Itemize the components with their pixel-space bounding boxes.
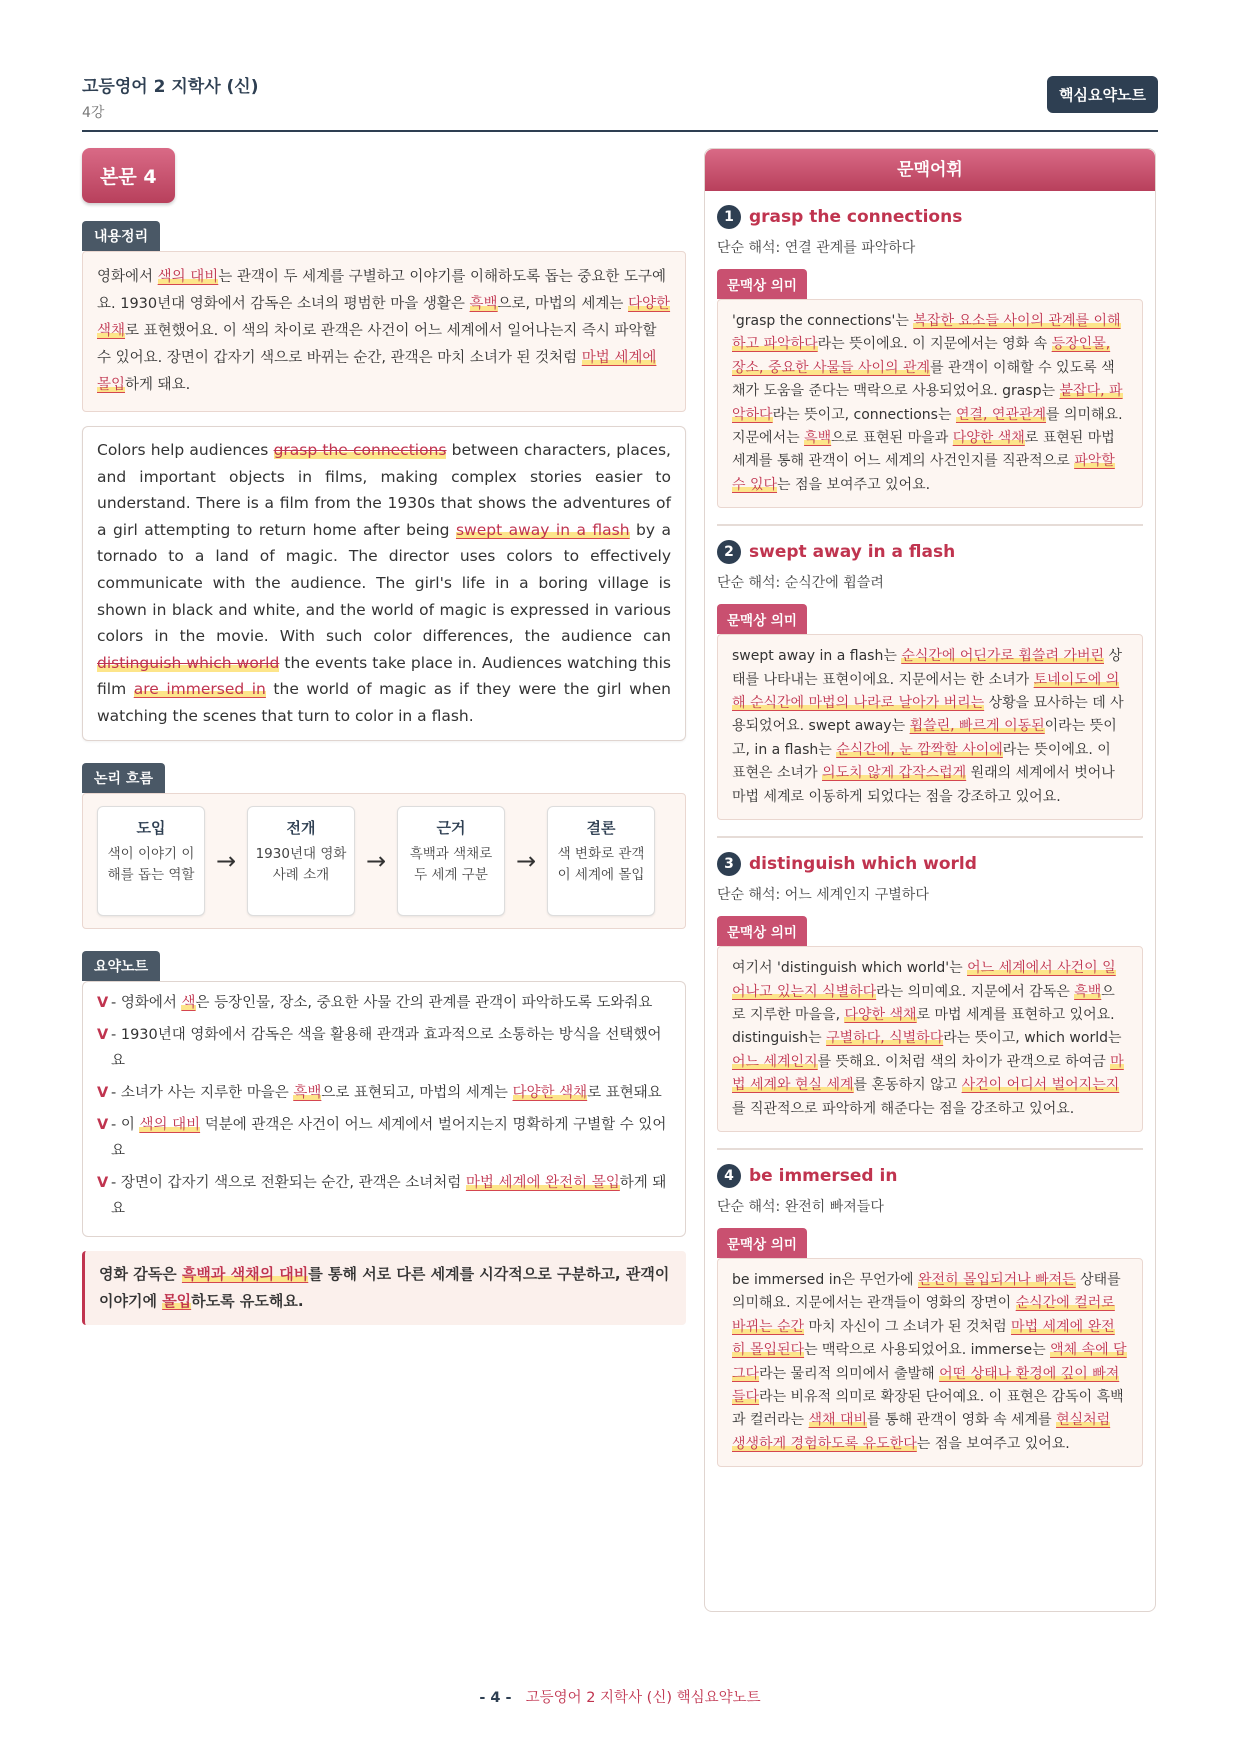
note-text (111, 1022, 671, 1074)
highlighted-term: 어느 세계에서 사건이 일어나고 있는지 식별하다 (732, 960, 1116, 1000)
note-item (97, 990, 671, 1016)
text-segment: 영화 감독은 (99, 1264, 182, 1283)
highlighted-term: 붙잡다, 파악하다 (732, 383, 1123, 423)
vocab-item (705, 1164, 1155, 1467)
vocab-heading (717, 852, 1143, 876)
highlighted-term: 다양한 색채 (97, 296, 671, 339)
highlighted-term: 순식간에 컬러로 바뀌는 순간 (732, 1295, 1115, 1335)
text-segment: 라는 뜻이고, connections는 (772, 406, 956, 423)
page-footer (0, 1686, 1240, 1707)
flow-step-intro (97, 806, 205, 916)
highlighted-term: 마법 세계에 완전히 몰입 (465, 1174, 620, 1191)
text-segment: 덕분에 관객은 사건이 어느 세계에서 벌어지는지 명확하게 구별할 수 있어요 (111, 1116, 667, 1159)
text-segment: 은 등장인물, 장소, 중요한 사물 간의 관계를 관객이 파악하도록 도와줘요 (195, 994, 653, 1011)
flow-step-desc: 1930년대 영화 사례 소개 (255, 845, 347, 883)
vocab-heading (717, 540, 1143, 564)
text-segment: 으로, 마법의 세계는 (497, 296, 629, 312)
notes-label: 요약노트 (82, 951, 160, 981)
left-column (82, 148, 686, 1325)
text-segment: Colors help audiences (97, 441, 274, 459)
vocab-simple-meaning (717, 237, 1143, 257)
note-text (111, 1112, 671, 1164)
simple-prefix: 단순 해석: (717, 240, 785, 256)
divider (717, 836, 1143, 838)
summary-label: 내용정리 (82, 221, 160, 251)
note-item (97, 1112, 671, 1164)
vocab-simple-meaning (717, 572, 1143, 592)
context-label: 문맥상 의미 (717, 604, 807, 634)
text-segment: 여기서 'distinguish which world'는 (732, 960, 968, 977)
highlighted-term: 파악할 수 있다 (732, 453, 1115, 493)
highlighted-term: 마법 세계에 완전히 몰입된다 (732, 1318, 1115, 1359)
text-segment: the world of magic as if they were the girl when watching the scenes that turn to color in a flash. (97, 680, 671, 725)
highlighted-term: 흑백 (469, 296, 498, 312)
text-segment: - 영화에서 (111, 994, 182, 1011)
context-label: 문맥상 의미 (717, 916, 807, 946)
highlighted-term: 마법 세계에 몰입 (97, 350, 657, 393)
text-segment: 마치 자신이 그 소녀가 된 것처럼 (804, 1318, 1012, 1335)
highlighted-term: 어느 세계인지 (732, 1053, 818, 1070)
highlighted-term: 몰입 (162, 1291, 192, 1310)
text-segment: 를 직관적으로 파악하게 해준다는 점을 강조하고 있어요. (732, 1100, 1075, 1117)
document-title: 고등영어 2 지학사 (신) (82, 77, 259, 97)
lesson-label: 4강 (82, 105, 105, 121)
highlighted-term: 마법 세계와 현실 세계 (732, 1053, 1124, 1094)
highlighted-term: 색 (181, 994, 196, 1011)
vocab-panel-title: 문맥어휘 (705, 149, 1155, 191)
text-segment: 라는 뜻이에요. 이 지문에서는 영화 속 (817, 336, 1052, 353)
text-segment: 는 점을 보여주고 있어요. (777, 476, 931, 493)
vocab-item (705, 852, 1155, 1150)
note-text (111, 1170, 671, 1222)
arrow-right-icon: → (365, 846, 387, 875)
highlighted-term: 액체 속에 담그다 (732, 1342, 1127, 1382)
highlighted-term: are immersed in (133, 680, 266, 699)
simple-prefix: 단순 해석: (717, 887, 785, 904)
highlighted-term: 색의 대비 (139, 1116, 201, 1133)
passage-text (82, 426, 686, 741)
check-mark-icon: V (97, 1116, 109, 1133)
page-header (82, 70, 1158, 132)
summary-section (82, 221, 686, 412)
flow-step-development (247, 806, 355, 916)
context-text (717, 946, 1143, 1132)
highlighted-term: 구별하다, 식별하다 (826, 1030, 944, 1047)
vocab-term: swept away in a flash (749, 542, 956, 563)
text-segment: 를 뜻해요. 이처럼 색의 차이가 관객으로 하여금 (817, 1053, 1111, 1070)
flow-step-title: 전개 (286, 818, 316, 837)
text-segment: 라는 물리적 의미에서 출발해 (759, 1365, 940, 1382)
highlighted-term: swept away in a flash (455, 520, 630, 539)
highlighted-term: 등장인물, 장소, 중요한 사물들 사이의 관계 (732, 336, 1111, 376)
simple-prefix: 단순 해석: (717, 1198, 785, 1215)
text-segment: 로 마법 세계를 표현하고 있어요. distinguish는 (732, 1006, 1115, 1047)
text-segment: 를 통해 서로 다른 세계를 시각적으로 구분하고, 관객이 이야기에 (99, 1264, 670, 1310)
notes-list (82, 981, 686, 1237)
section-title: 본문 4 (82, 148, 175, 203)
simple-text: 어느 세계인지 구별하다 (784, 887, 929, 904)
highlighted-term: 완전히 몰입되거나 빠져든 (918, 1271, 1076, 1288)
text-segment: 를 관객이 이해할 수 있도록 색채가 도움을 준다는 맥락으로 사용되었어요. grasp는 (732, 359, 1115, 400)
text-segment: 상태를 의미해요. 지문에서는 관객들이 영화의 장면이 (732, 1271, 1121, 1312)
highlighted-term: 흑백과 색채의 대비 (181, 1264, 309, 1283)
highlighted-term: 다양한 색채 (952, 430, 1025, 447)
text-segment: - 이 (111, 1116, 140, 1133)
text-segment: by a tornado to a land of magic. The director uses colors to effectively communicate with the audience. The girl's life in a boring village is shown in black and white, and the world of magic is expressed in various colors in the movie. With such color differences, the audience can (97, 520, 671, 646)
vocab-item (705, 540, 1155, 838)
highlighted-term: 의도치 않게 갑작스럽게 (822, 765, 967, 782)
text-segment: 는 맥락으로 사용되었어요. immerse는 (804, 1342, 1051, 1359)
text-segment: 는 관객이 두 세계를 구별하고 이야기를 이해하도록 돕는 중요한 도구예요. 1930년대 영화에서 감독은 소녀의 평범한 마을 생활은 (97, 269, 666, 312)
check-mark-icon: V (97, 994, 109, 1011)
vocab-term: be immersed in (749, 1165, 898, 1186)
highlighted-term: 연결, 연관관계 (955, 406, 1047, 423)
arrow-right-icon: → (515, 846, 537, 875)
highlighted-term: 다양한 색채 (844, 1006, 917, 1023)
highlighted-term: 복잡한 요소들 사이의 관계를 이해하고 파악하다 (732, 313, 1121, 353)
text-segment: 하게 돼요 (111, 1174, 667, 1217)
vocab-number: 3 (717, 852, 741, 876)
text-segment: - 1930년대 영화에서 감독은 색을 활용해 관객과 효과적으로 소통하는 방식을 선택했어요 (111, 1026, 662, 1069)
highlighted-term: 순식간에, 눈 깜짝할 사이에 (836, 741, 1003, 758)
divider (717, 524, 1143, 526)
text-segment: 로 표현했어요. 이 색의 차이로 관객은 사건이 어느 세계에서 일어나는지 즉시 파악할 수 있어요. 장면이 갑자기 색으로 바뀌는 순간, 관객은 마치 소녀가 된 것처럼 (97, 323, 657, 366)
text-segment: 로 표현돼요 (587, 1084, 662, 1101)
text-segment: 영화에서 (97, 269, 158, 285)
highlighted-term: 어떤 상태나 환경에 깊이 빠져들다 (732, 1365, 1120, 1405)
text-segment: 이라는 뜻이고, in a flash는 (732, 718, 1117, 758)
note-type-badge: 핵심요약노트 (1047, 76, 1158, 113)
simple-prefix: 단순 해석: (717, 575, 785, 592)
text-segment: swept away in a flash는 (732, 648, 902, 665)
vocab-simple-meaning (717, 884, 1143, 904)
flow-step-title: 근거 (436, 818, 466, 837)
text-segment: 라는 뜻이고, which world는 (943, 1030, 1122, 1047)
arrow-right-icon: → (215, 846, 237, 875)
text-segment: 라는 비유적 의미로 확장된 단어예요. 이 표현은 감독이 흑백과 컬러라는 (732, 1388, 1124, 1429)
summary-text (82, 251, 686, 412)
vocab-panel (704, 148, 1156, 1612)
text-segment: 상황을 묘사하는 데 사용되었어요. swept away는 (732, 695, 1124, 735)
flow-step-title: 도입 (136, 818, 166, 837)
check-mark-icon: V (97, 1084, 109, 1101)
text-segment: 를 혼동하지 않고 (853, 1077, 962, 1094)
note-item (97, 1022, 671, 1074)
flow-step-desc: 색 변화로 관객이 세계에 몰입 (557, 845, 645, 883)
struck-term: distinguish which world (97, 653, 280, 672)
simple-text: 연결 관계를 파악하다 (784, 240, 916, 256)
vocab-number: 2 (717, 540, 741, 564)
note-text (111, 1080, 671, 1106)
vocab-term: grasp the connections (749, 207, 963, 227)
flow-step-desc: 흑백과 색채로 두 세계 구분 (409, 845, 493, 883)
text-segment: 라는 뜻이에요. 이 표현은 소녀가 (732, 741, 1111, 782)
note-item (97, 1170, 671, 1222)
context-label: 문맥상 의미 (717, 269, 807, 299)
highlighted-term: 사건이 어디서 벌어지는지 (961, 1077, 1120, 1094)
flow-step-conclusion (547, 806, 655, 916)
text-segment: 원래의 세계에서 벗어나 마법 세계로 이동하게 되었다는 점을 강조하고 있어요. (732, 765, 1115, 805)
text-segment: 하게 돼요. (125, 377, 191, 393)
simple-text: 완전히 빠져들다 (784, 1198, 884, 1215)
text-segment: 하도록 유도해요. (191, 1291, 304, 1310)
vocab-term: distinguish which world (749, 854, 977, 875)
text-segment: 를 통해 관객이 영화 속 세계를 (867, 1412, 1057, 1429)
vocab-heading (717, 1164, 1143, 1188)
highlighted-term: 색채 대비 (808, 1412, 868, 1429)
flow-step-title: 결론 (586, 818, 616, 837)
highlighted-term: 흑백 (1074, 983, 1102, 1000)
footer-title: 고등영어 2 지학사 (신) 핵심요약노트 (525, 1690, 761, 1706)
context-text (717, 299, 1143, 508)
highlighted-term: 휩쓸린, 빠르게 이동된 (909, 718, 1045, 735)
text-segment: the events take place in. Audiences watching this film (97, 653, 671, 699)
simple-text: 순식간에 휩쓸려 (784, 575, 884, 592)
highlighted-term: 다양한 색채 (512, 1084, 588, 1101)
text-segment: 'grasp the connections'는 (732, 313, 914, 329)
flow-label: 논리 흐름 (82, 763, 165, 793)
vocab-heading (717, 205, 1143, 229)
divider (717, 1148, 1143, 1150)
text-segment: - 장면이 갑자기 색으로 전환되는 순간, 관객은 소녀처럼 (111, 1174, 466, 1191)
flow-section (82, 763, 686, 929)
text-segment: 상태를 나타내는 표현이에요. 지문에서는 한 소녀가 (732, 648, 1122, 688)
note-text (111, 990, 671, 1016)
highlighted-term: 흑백 (293, 1084, 322, 1101)
vocab-item (705, 205, 1155, 526)
highlighted-term: 순식간에 어딘가로 휩쓸려 가버린 (901, 648, 1104, 665)
text-segment: 라는 의미예요. 지문에서 감독은 (876, 983, 1075, 1000)
highlighted-term: 흑백 (804, 430, 832, 447)
context-text (717, 634, 1143, 820)
text-segment: - 소녀가 사는 지루한 마을은 (111, 1084, 294, 1101)
highlighted-term: 토네이도에 의해 순식간에 마법의 나라로 날아가 버리는 (732, 671, 1120, 712)
text-segment: 는 점을 보여주고 있어요. (916, 1435, 1070, 1452)
text-segment: 를 의미해요. 지문에서는 (732, 406, 1123, 447)
highlighted-term: 색의 대비 (157, 269, 219, 285)
conclusion-callout (82, 1251, 686, 1325)
text-segment: 으로 표현된 마을과 (831, 430, 953, 447)
note-item (97, 1080, 671, 1106)
struck-term: grasp the connections (273, 441, 447, 459)
check-mark-icon: V (97, 1026, 109, 1043)
vocab-number: 1 (717, 205, 741, 229)
page-number: - 4 - (479, 1690, 512, 1706)
notes-section (82, 951, 686, 1237)
text-segment: 로 표현된 마법 세계를 통해 관객이 어느 세계의 사건인지를 직관적으로 (732, 430, 1115, 470)
vocab-simple-meaning (717, 1196, 1143, 1216)
flow-step-desc: 색이 이야기 이해를 돕는 역할 (107, 845, 195, 883)
context-text (717, 1258, 1143, 1467)
vocab-number: 4 (717, 1164, 741, 1188)
flow-step-evidence (397, 806, 505, 916)
text-segment: be immersed in은 무언가에 (732, 1271, 919, 1288)
text-segment: between characters, places, and important objects in films, making complex stories easier to understand. There is a film from the 1930s that shows the adventures of a girl attempting to return home after being (97, 441, 671, 539)
check-mark-icon: V (97, 1174, 109, 1191)
context-label: 문맥상 의미 (717, 1228, 807, 1258)
highlighted-term: 현실처럼 생생하게 경험하도록 유도한다 (732, 1412, 1111, 1452)
text-segment: 으로 표현되고, 마법의 세계는 (321, 1084, 513, 1101)
flow-diagram (82, 793, 686, 929)
text-segment: 으로 지루한 마을을, (732, 983, 1115, 1023)
